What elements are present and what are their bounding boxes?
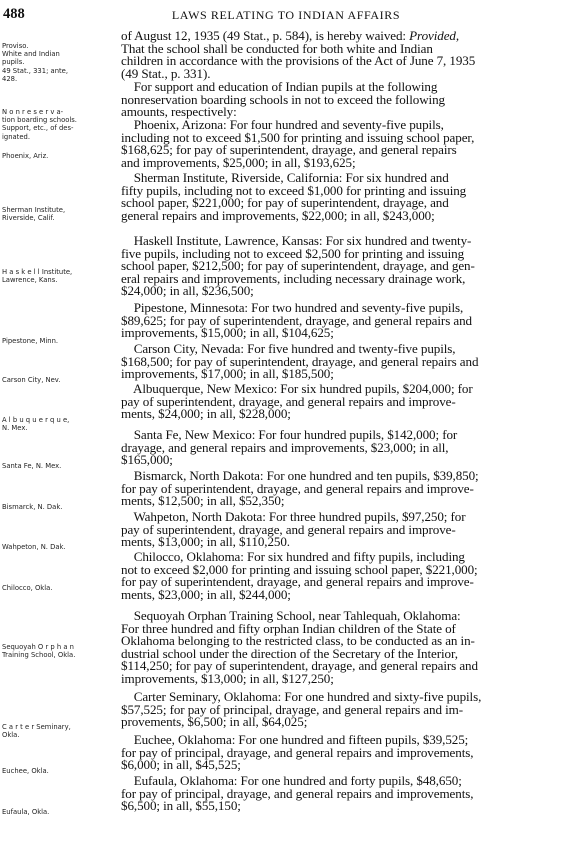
paragraph-carter: Carter Seminary, Oklahoma: For one hundred and sixty-five pupils, $57,525; for pay of principal, drayage, and general repairs and im- provements, $6,500; in all, $64,025; [121, 689, 482, 729]
margin-note-carter: C a r t e r Seminary, Okla. [2, 723, 71, 740]
margin-note-santafe: Santa Fe, N. Mex. [2, 462, 62, 470]
margin-note-sherman: Sherman Institute, Riverside, Calif. [2, 206, 66, 223]
margin-note-albuquerque: A l b u q u e r q u e, N. Mex. [2, 416, 70, 433]
paragraph-euchee: Euchee, Oklahoma: For one hundred and fifteen pupils, $39,525; for pay of principal, drayage, and general repairs and improvements, $6,000; in all, $45,525; [121, 732, 474, 772]
proviso-line-start: of August 12, 1935 (49 Stat., p. 584), is hereby waived: [121, 28, 410, 43]
paragraph-santafe: Santa Fe, New Mexico: For four hundred pupils, $142,000; for drayage, and general repairs and improvements, $23,000; in all, $165,000; [121, 427, 458, 467]
paragraph-bismarck: Bismarck, North Dakota: For one hundred and ten pupils, $39,850; for pay of superintendent, drayage, and general repairs and improve- ments, $12,500; in all, $52,350; [121, 468, 479, 508]
paragraph-eufaula: Eufaula, Oklahoma: For one hundred and forty pupils, $48,650; for pay of principal, drayage, and general repairs and improvements, $6,500; in all, $55,150; [121, 773, 474, 813]
margin-note-carson: Carson City, Nev. [2, 376, 61, 384]
paragraph-nonreservation: For support and education of Indian pupils at the following nonreservation boarding schools in not to exceed the following amounts, respectively: [121, 79, 445, 119]
paragraph-sherman: Sherman Institute, Riverside, California: For six hundred and fifty pupils, including not to exceed $1,000 for printing and issuing school paper, $221,000; for pay of superintendent, drayage, and general repairs and improvements, $22,000; in all, $243,000; [121, 170, 467, 223]
margin-note-bismarck: Bismarck, N. Dak. [2, 503, 63, 511]
paragraph-proviso [121, 30, 568, 80]
margin-note-proviso: Proviso. White and Indian pupils. 49 Stat., 331; ante, 428. [2, 42, 69, 83]
paragraph-carson: Carson City, Nevada: For five hundred and twenty-five pupils, $168,500; for pay of superintendent, drayage, and general repairs and improvements, $17,000; in all, $185,500; [121, 341, 479, 381]
margin-note-nonreservation: N o n r e s e r v a- tion boarding schools. Support, etc., of des- ignated. [2, 108, 77, 141]
margin-note-haskell: H a s k e l l Institute, Lawrence, Kans. [2, 268, 73, 285]
paragraph-chilocco: Chilocco, Oklahoma: For six hundred and fifty pupils, including not to exceed $2,000 for printing and issuing school paper, $221,000; for pay of superintendent, drayage, and general repairs and improve- ments, $23,000; in all, $244,000; [121, 549, 478, 602]
margin-note-phoenix: Phoenix, Ariz. [2, 152, 49, 160]
page-number: 488 [3, 6, 25, 22]
paragraph-wahpeton: Wahpeton, North Dakota: For three hundred pupils, $97,250; for pay of superintendent, drayage, and general repairs and improve- ments, $13,000; in all, $110,250. [121, 509, 466, 549]
margin-note-wahpeton: Wahpeton, N. Dak. [2, 543, 66, 551]
paragraph-phoenix: Phoenix, Arizona: For four hundred and seventy-five pupils, including not to exceed $1,500 for printing and issuing school paper, $168,625; for pay of superintendent, drayage, and general repairs and improvements, $25,000; in all, $193,625; [121, 117, 475, 170]
page-header [3, 6, 569, 28]
margin-note-chilocco: Chilocco, Okla. [2, 584, 53, 592]
running-head: LAWS RELATING TO INDIAN AFFAIRS [171, 8, 401, 22]
margin-note-sequoyah: Sequoyah O r p h a n Training School, Okla. [2, 643, 76, 660]
proviso-rest: That the school shall be conducted for both white and Indian children in accordance with the provisions of the Act of June 7, 1935 (49 Stat., p. 331). [121, 40, 476, 81]
paragraph-pipestone: Pipestone, Minnesota: For two hundred and seventy-five pupils, $89,625; for pay of superintendent, drayage, and general repairs and improvements, $15,000; in all, $104,625; [121, 300, 472, 340]
margin-note-eufaula: Eufaula, Okla. [2, 808, 50, 816]
paragraph-albuquerque: Albuquerque, New Mexico: For six hundred pupils, $204,000; for pay of superintendent, drayage, and general repairs and improve- ments, $24,000; in all, $228,000; [121, 381, 473, 421]
paragraph-haskell: Haskell Institute, Lawrence, Kansas: For six hundred and twenty- five pupils, including not to exceed $2,500 for printing and issuing school paper, $212,500; for pay of superintendent, drayage, and gen- eral repairs and improvements, including necessary drainage work, $24,000; in all, $236,500; [121, 233, 475, 298]
proviso-keyword: Provided, [409, 28, 460, 43]
margin-note-euchee: Euchee, Okla. [2, 767, 49, 775]
margin-note-pipestone: Pipestone, Minn. [2, 337, 59, 345]
paragraph-sequoyah: Sequoyah Orphan Training School, near Tahlequah, Oklahoma: For three hundred and fifty orphan Indian children of the State of Oklahoma belonging to the restricted class, to be conducted as an in- dustrial school under the direction of the Secretary of the Interior, $114,250; for pay of superintendent, drayage, and general repairs and improvements, $13,000; in all, $127,250; [121, 608, 478, 686]
